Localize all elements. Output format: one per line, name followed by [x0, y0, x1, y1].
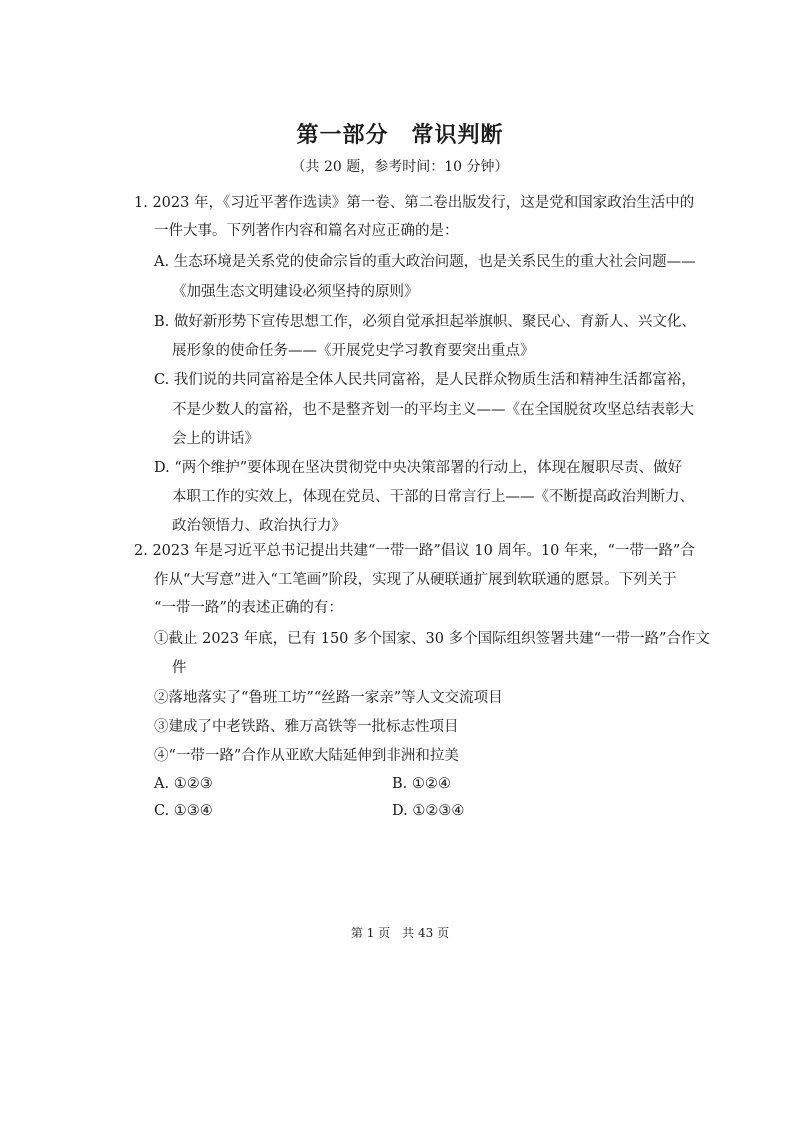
option-d-line-2: 本职工作的实效上，体现在党员、干部的日常言行上——《不断提高政治判断力、	[172, 489, 694, 505]
question-2-stem-line-1: 2. 2023 年是习近平总书记提出共建“一带一路”倡议 10 周年。10 年来，“一带一路”合	[134, 543, 695, 559]
option-c-line-1: C. 我们说的共同富裕是全体人民共同富裕，是人民群众物质生活和精神生活都富裕，	[154, 372, 696, 388]
option-d-line-3: 政治领悟力、政治执行力》	[172, 518, 346, 534]
page-footer: 第 1 页 共 43 页	[350, 926, 450, 940]
question-1-stem-line-2: 一件大事。下列著作内容和篇名对应正确的是：	[154, 223, 459, 239]
option-d-line-1: D. “两个维护”要体现在坚决贯彻党中央决策部署的行动上，体现在履职尽责、做好	[154, 460, 683, 476]
option-b-line-2: 展形象的使命任务——《开展党史学习教育要突出重点》	[172, 343, 535, 359]
question-2-statement-3: ③建成了中老铁路、雅万高铁等一批标志性项目	[154, 719, 459, 735]
question-2-statement-4: ④“一带一路”合作从亚欧大陆延伸到非洲和拉美	[154, 748, 459, 764]
option-a-line-1: A. 生态环境是关系党的使命宗旨的重大政治问题，也是关系民生的重大社会问题——	[154, 254, 696, 270]
statement-1-line-2: 件	[172, 660, 187, 676]
question-2-stem-line-2: 作从“大写意”进入“工笔画”阶段，实现了从硬联通扩展到软联通的愿景。下列关于	[154, 572, 677, 588]
statement-1-line-1: ①截止 2023 年底，已有 150 多个国家、30 多个国际组织签署共建“一带一路”合作文	[154, 631, 710, 647]
section-title: 第一部分 常识判断	[296, 123, 504, 148]
question-2-choice-d: D. ①②③④	[392, 803, 465, 819]
section-subtitle: （共 20 题，参考时间：10 分钟）	[291, 159, 509, 175]
question-1-stem-line-1: 1. 2023 年，《习近平著作选读》第一卷、第二卷出版发行，这是党和国家政治生活中的	[134, 195, 695, 211]
option-a-line-2: 《加强生态文明建设必须坚持的原则》	[172, 284, 419, 300]
question-2-statement-2: ②落地落实了“鲁班工坊”“丝路一家亲”等人文交流项目	[154, 690, 503, 706]
option-c-line-3: 会上的讲话》	[172, 431, 259, 447]
question-2-choice-a: A. ①②③	[154, 776, 213, 792]
option-b-line-1: B. 做好新形势下宣传思想工作，必须自觉承担起举旗帜、聚民心、育新人、兴文化、	[154, 314, 696, 330]
question-2-stem-line-3: “一带一路”的表述正确的有：	[154, 600, 343, 616]
option-c-line-2: 不是少数人的富裕，也不是整齐划一的平均主义——《在全国脱贫攻坚总结表彰大	[172, 402, 694, 418]
question-2-choice-b: B. ①②④	[392, 776, 451, 792]
question-2-choice-c: C. ①③④	[154, 803, 213, 819]
